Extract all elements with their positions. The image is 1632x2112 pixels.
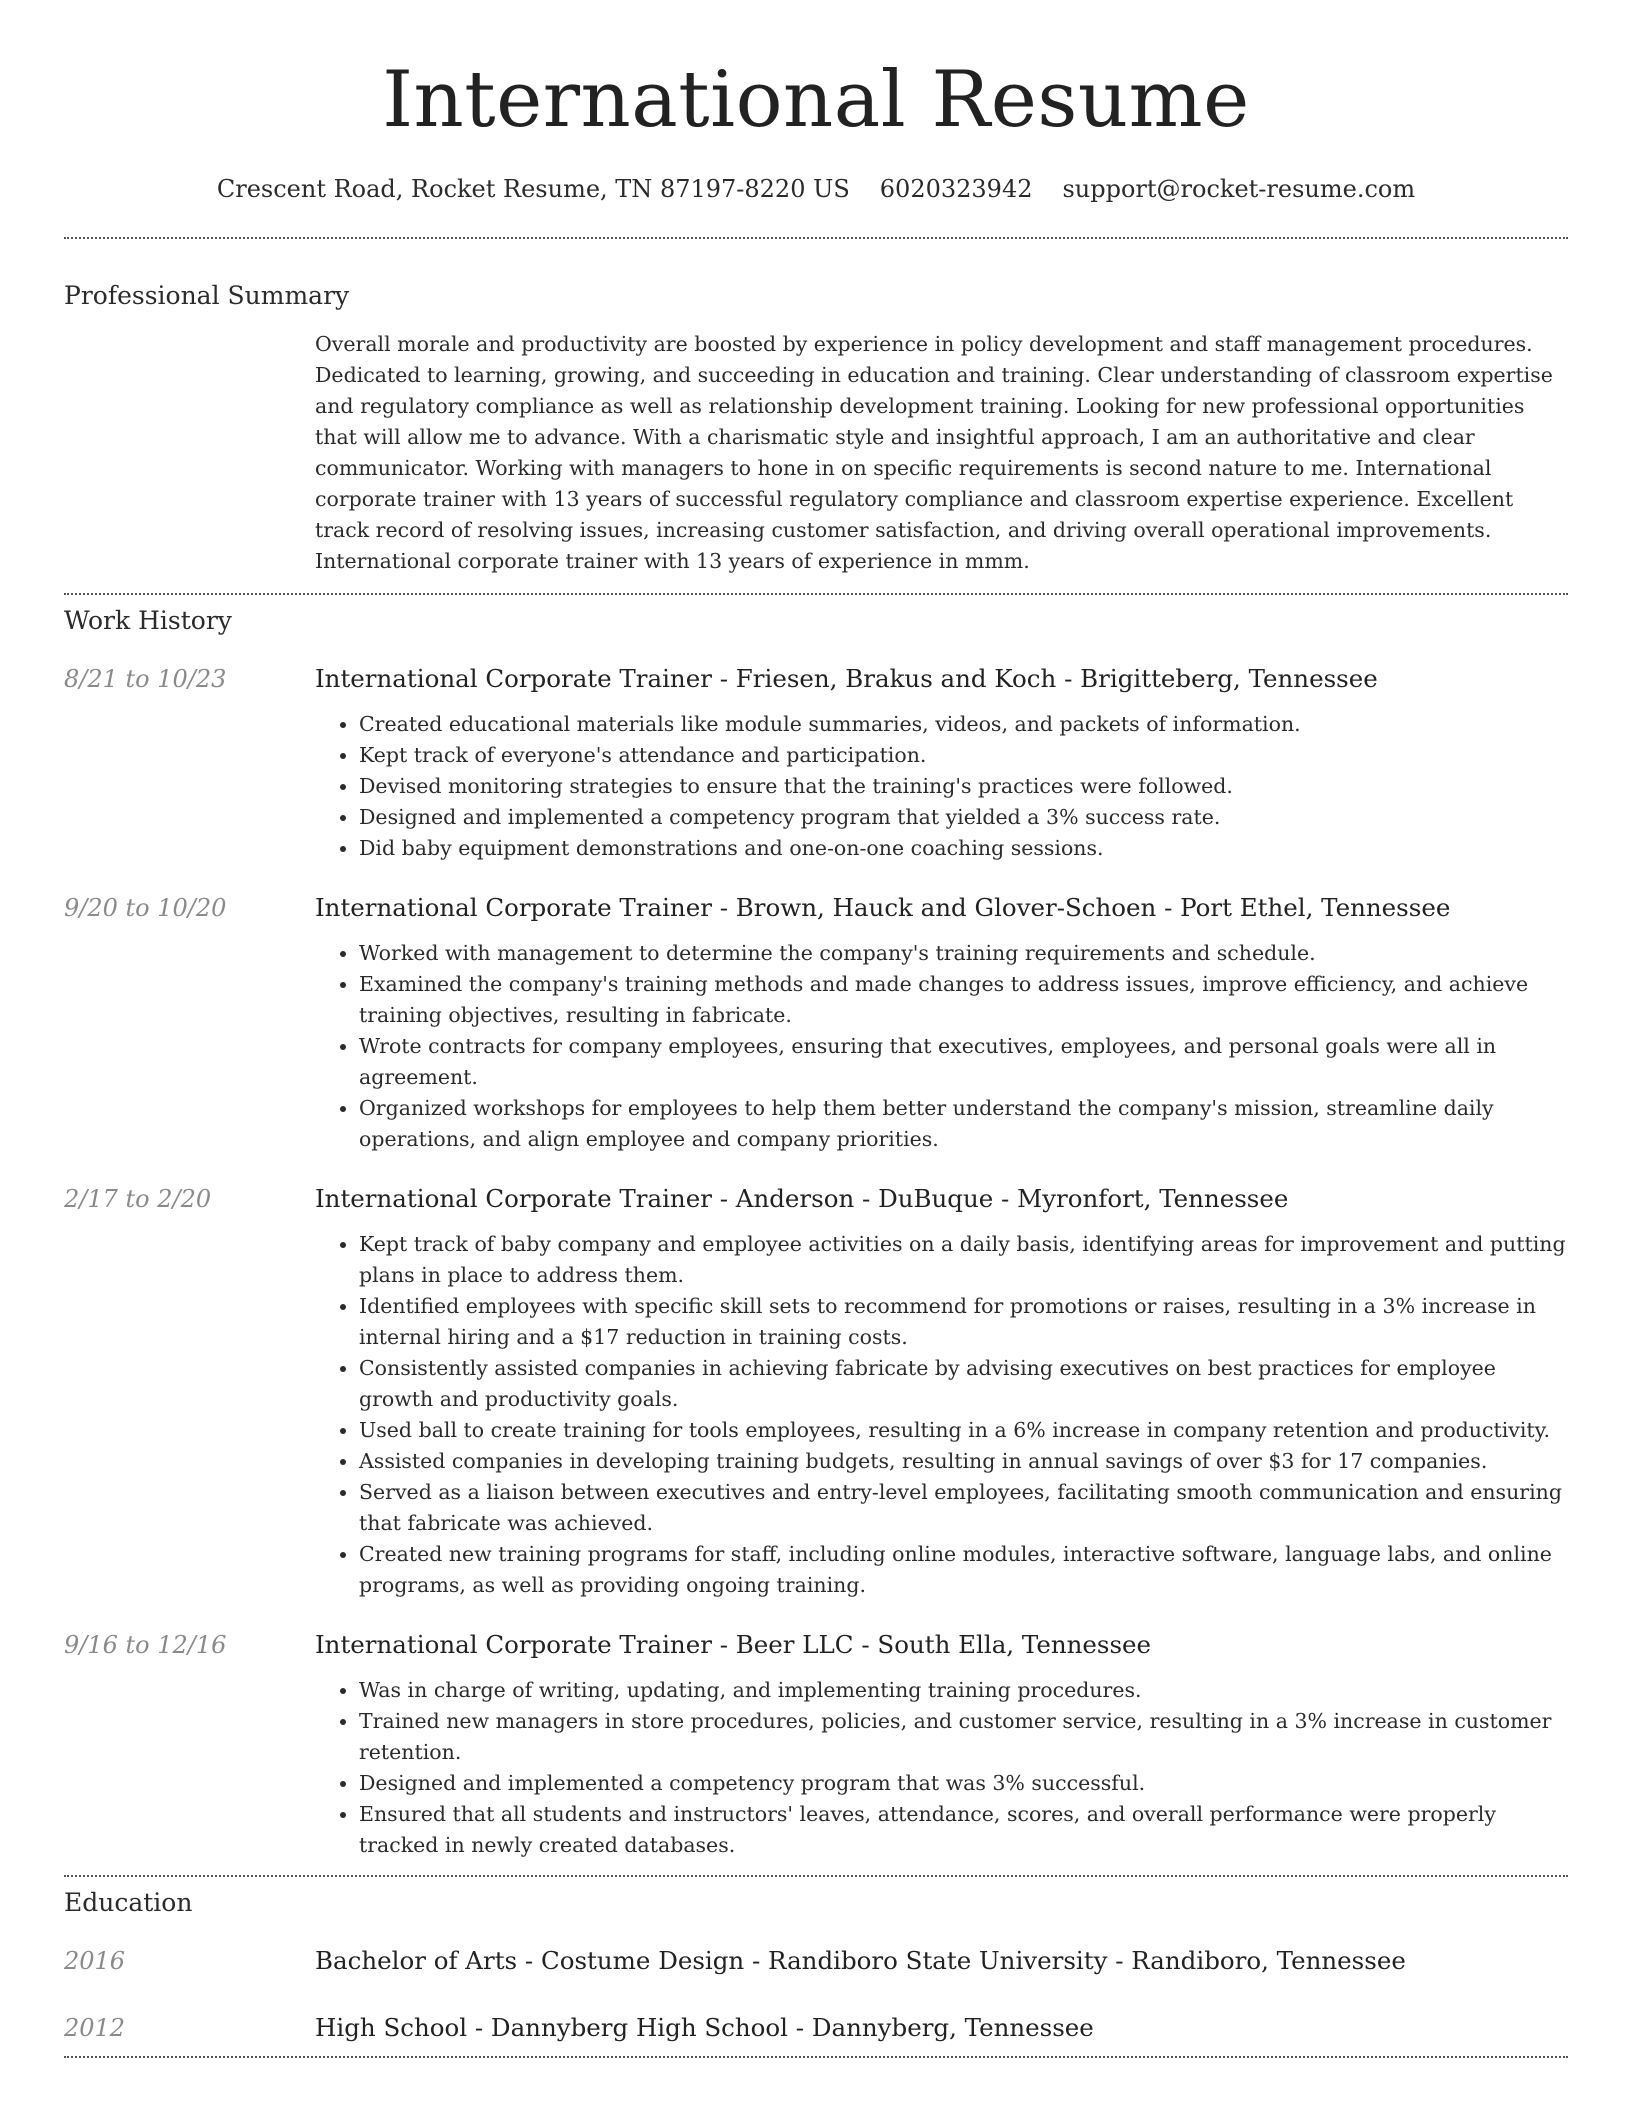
job-heading: International Corporate Trainer - Anderson - DuBuque - Myronfort, Tennessee (315, 1184, 1289, 1213)
job-bullet: • Was in charge of writing, updating, and implementing training procedures. (359, 1675, 1568, 1706)
job-dates: 9/16 to 12/16 (64, 1631, 227, 1659)
education-row (64, 2012, 1568, 2044)
education-row (64, 1945, 1568, 1977)
section-title-summary: Professional Summary (64, 281, 350, 310)
job-bullet: • Created educational materials like module summaries, videos, and packets of information. (359, 709, 1568, 740)
job-dates: 8/21 to 10/23 (64, 665, 227, 693)
job-bullets (315, 938, 1568, 1155)
contact-address: Crescent Road, Rocket Resume, TN 87197-8220 US (216, 175, 850, 203)
job-bullets (315, 709, 1568, 864)
resume-name: International Resume (382, 55, 1250, 145)
job-details (315, 1183, 1568, 1601)
divider-header (64, 237, 1568, 239)
job-row (64, 663, 1568, 864)
job-bullet: • Did baby equipment demonstrations and one-on-one coaching sessions. (359, 833, 1568, 864)
job-bullet: • Ensured that all students and instructors' leaves, attendance, scores, and overall performance were properly tracked in newly created databases. (359, 1799, 1568, 1861)
summary-text: Overall morale and productivity are boosted by experience in policy development and staff management procedures. Dedicated to learning, growing, and succeeding in education and training. Clear understanding of classroom expertise and regulatory compliance as well as relationship development training. Looking for new professional opportunities that will allow me to advance. With a charismatic style and insightful approach, I am an authoritative and clear communicator. Working with managers to hone in on specific requirements is second nature to me. International corporate trainer with 13 years of successful regulatory compliance and classroom expertise experience. Excellent track record of resolving issues, increasing customer satisfaction, and driving overall operational improvements. International corporate trainer with 13 years of experience in mmm. (315, 332, 1553, 573)
section-title-work: Work History (64, 606, 232, 635)
job-details (315, 892, 1568, 1155)
divider-work (64, 1875, 1568, 1877)
job-heading: International Corporate Trainer - Beer LLC - South Ella, Tennessee (315, 1630, 1152, 1659)
job-row (64, 1629, 1568, 1861)
job-bullet: • Created new training programs for staff, including online modules, interactive software, language labs, and online programs, as well as providing ongoing training. (359, 1539, 1568, 1601)
job-details (315, 1629, 1568, 1861)
education-heading: High School - Dannyberg High School - Dannyberg, Tennessee (315, 2013, 1094, 2042)
contact-line (64, 174, 1568, 204)
job-bullet: • Designed and implemented a competency program that was 3% successful. (359, 1768, 1568, 1799)
job-details (315, 663, 1568, 864)
job-dates: 2/17 to 2/20 (64, 1185, 212, 1213)
summary-row (64, 329, 1568, 577)
job-bullet: • Designed and implemented a competency program that yielded a 3% success rate. (359, 802, 1568, 833)
job-bullet: • Used ball to create training for tools employees, resulting in a 6% increase in company retention and productivity. (359, 1415, 1568, 1446)
job-bullets (315, 1675, 1568, 1861)
job-heading: International Corporate Trainer - Friesen, Brakus and Koch - Brigitteberg, Tennessee (315, 664, 1378, 693)
contact-phone: 6020323942 (879, 175, 1033, 203)
job-dates: 9/20 to 10/20 (64, 894, 227, 922)
job-heading: International Corporate Trainer - Brown, Hauck and Glover-Schoen - Port Ethel, Tennessee (315, 893, 1451, 922)
education-year: 2012 (64, 2014, 126, 2042)
education-year: 2016 (64, 1947, 126, 1975)
divider-education (64, 2056, 1568, 2058)
job-row (64, 892, 1568, 1155)
job-bullet: • Consistently assisted companies in achieving fabricate by advising executives on best practices for employee growth and productivity goals. (359, 1353, 1568, 1415)
education-details (315, 2012, 1568, 2044)
job-bullet: • Assisted companies in developing training budgets, resulting in annual savings of over $3 for 17 companies. (359, 1446, 1568, 1477)
job-bullet: • Identified employees with specific skill sets to recommend for promotions or raises, resulting in a 3% increase in internal hiring and a $17 reduction in training costs. (359, 1291, 1568, 1353)
job-bullet: • Worked with management to determine the company's training requirements and schedule. (359, 938, 1568, 969)
section-title-education: Education (64, 1888, 193, 1917)
contact-email: support@rocket-resume.com (1062, 175, 1416, 203)
job-bullet: • Organized workshops for employees to help them better understand the company's mission, streamline daily operations, and align employee and company priorities. (359, 1093, 1568, 1155)
job-bullet: • Kept track of everyone's attendance and participation. (359, 740, 1568, 771)
job-row (64, 1183, 1568, 1601)
job-bullet: • Wrote contracts for company employees, ensuring that executives, employees, and personal goals were all in agreement. (359, 1031, 1568, 1093)
education-heading: Bachelor of Arts - Costume Design - Randiboro State University - Randiboro, Tennessee (315, 1946, 1406, 1975)
divider-summary (64, 593, 1568, 595)
job-bullet: • Devised monitoring strategies to ensure that the training's practices were followed. (359, 771, 1568, 802)
summary-content (315, 329, 1568, 577)
job-bullet: • Examined the company's training methods and made changes to address issues, improve efficiency, and achieve training objectives, resulting in fabricate. (359, 969, 1568, 1031)
education-details (315, 1945, 1568, 1977)
job-bullet: • Served as a liaison between executives and entry-level employees, facilitating smooth communication and ensuring that fabricate was achieved. (359, 1477, 1568, 1539)
job-bullet: • Kept track of baby company and employee activities on a daily basis, identifying areas for improvement and putting plans in place to address them. (359, 1229, 1568, 1291)
job-bullet: • Trained new managers in store procedures, policies, and customer service, resulting in a 3% increase in customer retention. (359, 1706, 1568, 1768)
job-bullets (315, 1229, 1568, 1601)
